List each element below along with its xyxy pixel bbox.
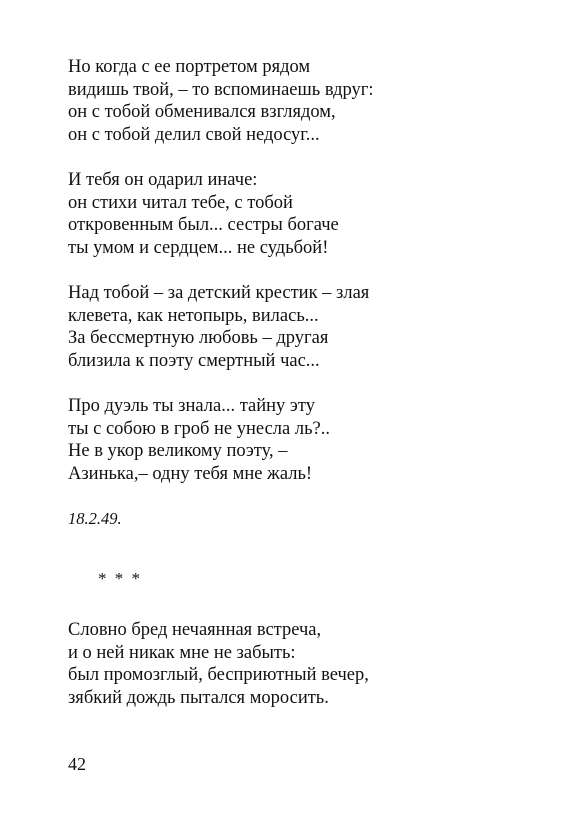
poem1-stanza-4: [68, 395, 330, 485]
verse-line: и о ней никак мне не забыть:: [68, 642, 296, 663]
verse-line: клевета, как нетопырь, вилась...: [68, 305, 319, 326]
page-number: 42: [68, 754, 86, 774]
verse-line: был промозглый, бесприютный вечер,: [68, 665, 369, 685]
poem1-stanza-2: [68, 169, 339, 259]
verse-line: ты умом и сердцем... не судьбой!: [68, 237, 329, 258]
verse-line: он с тобой обменивался взглядом,: [68, 102, 336, 122]
poem2-stanza-1: [68, 619, 369, 709]
verse-line: Про дуэль ты знала... тайну эту: [68, 396, 315, 416]
poem-date: 18.2.49.: [68, 509, 122, 528]
verse-line: он стихи читал тебе, с тобой: [68, 192, 293, 213]
section-divider: * * *: [98, 569, 142, 588]
verse-line: Над тобой – за детский крестик – злая: [68, 283, 370, 303]
verse-line: Но когда с ее портретом рядом: [68, 57, 311, 77]
verse-line: откровенным был... сестры богаче: [68, 215, 339, 235]
verse-line: зябкий дождь пытался моросить.: [68, 687, 329, 708]
poem1-stanza-1: [68, 56, 374, 146]
verse-line: И тебя он одарил иначе:: [68, 170, 258, 190]
verse-line: Азинька,– одну тебя мне жаль!: [68, 463, 313, 484]
verse-line: ты с собою в гроб не унесла ль?..: [68, 418, 330, 439]
verse-line: За бессмертную любовь – другая: [68, 328, 329, 348]
verse-line: Не в укор великому поэту, –: [68, 441, 288, 461]
verse-line: видишь твой, – то вспоминаешь вдруг:: [68, 79, 374, 100]
verse-line: Словно бред нечаянная встреча,: [68, 620, 322, 640]
verse-line: он с тобой делил свой недосуг...: [68, 124, 320, 145]
poem1-stanza-3: [68, 282, 369, 372]
verse-line: близила к поэту смертный час...: [68, 350, 320, 371]
